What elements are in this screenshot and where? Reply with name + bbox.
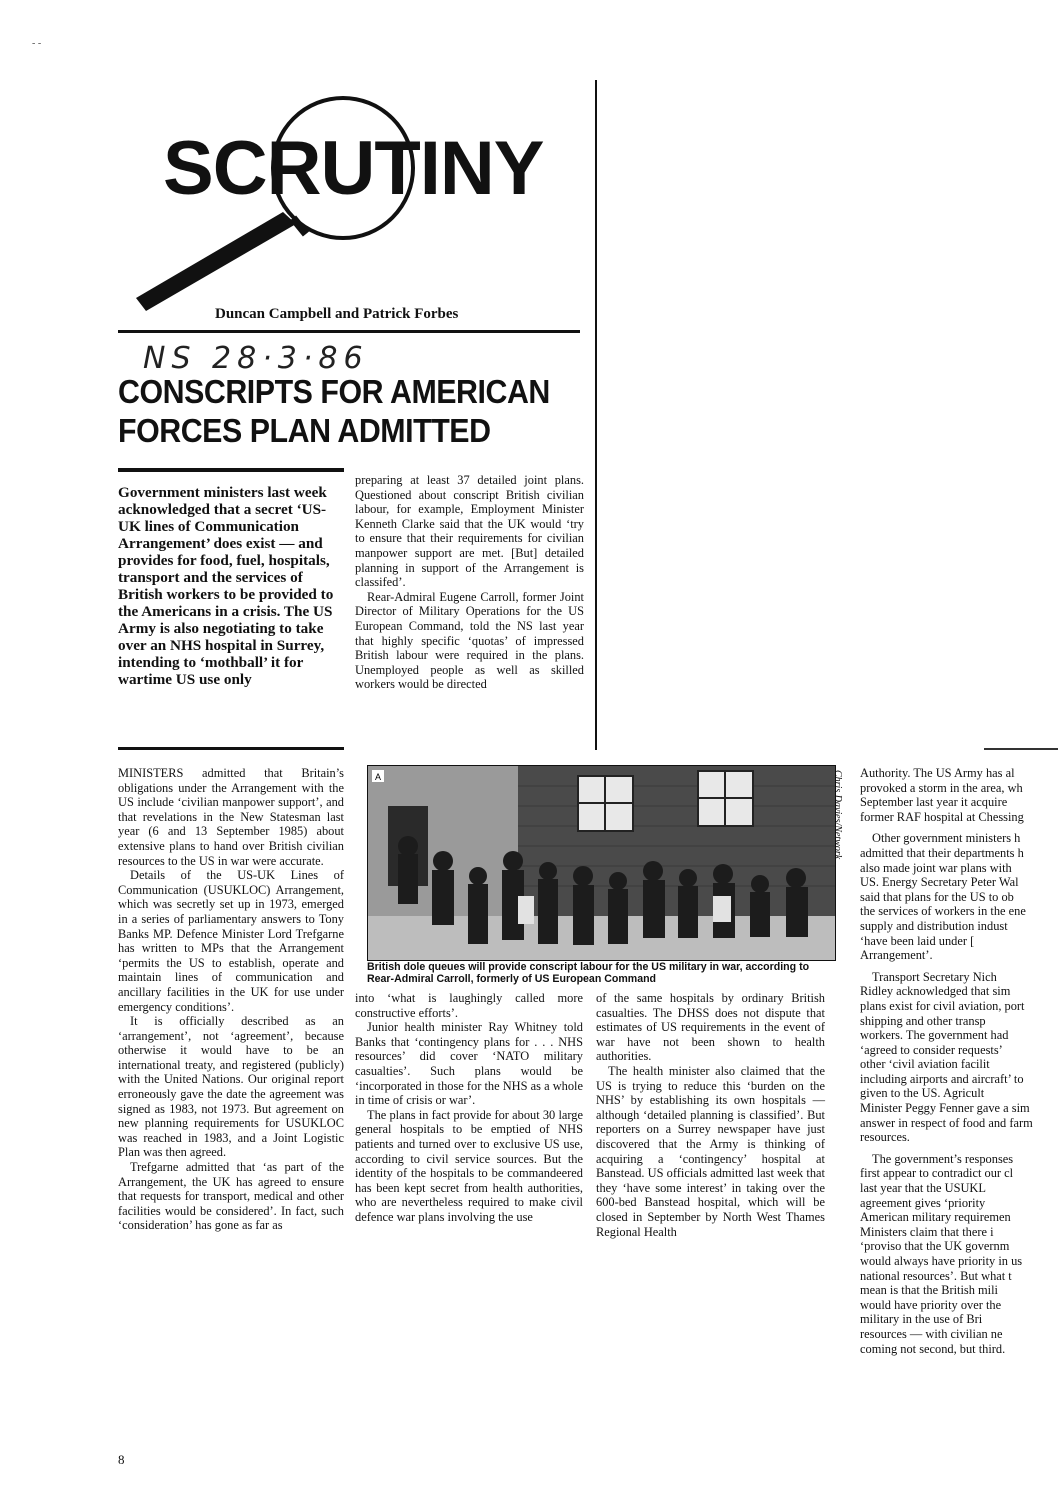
paragraph: Rear-Admiral Eugene Carroll, former Joint Director of Military Operations for the US European Command, told the NS last year that highly specific ‘quotas’ of impressed British labour were required in the plans. Unemployed people as well as skilled workers would be directed <box>355 589 584 692</box>
scrutiny-logo <box>118 106 544 326</box>
column-divider <box>595 80 597 750</box>
text-line: would have priority over the <box>860 1297 1002 1312</box>
text-line: Authority. The US Army has al <box>860 766 1015 780</box>
body-column-3 <box>596 991 825 1239</box>
body-column-1 <box>118 766 344 1233</box>
paragraph: Details of the US-UK Lines of Communication (USUKLOC) Arrangement, which was secretly set up in 1973, emerged in a series of parliamentary answers to Tony Banks MP. Defence Minister Lord Trefgarne has written to MPs that the Arrangement ‘permits the US to establish, operate and maintain lines of communication and ancillary facilities in the UK for use under emergency conditions’. <box>118 868 344 1014</box>
text-line: Arrangement’. <box>860 948 933 963</box>
text-line: Minister Peggy Fenner gave a sim <box>860 1101 1030 1116</box>
text-line: ‘agreed to consider requests’ <box>860 1042 1003 1057</box>
paragraph: The plans in fact provide for about 30 large general hospitals to be emptied of NHS patients and turned over to exclusive US use, according to civil service sources. But the identity of the hospitals to be commandeered has been kept secret from health authorities, who are nevertheless required to make civil defence war plans involving the use <box>355 1107 583 1224</box>
byline: Duncan Campbell and Patrick Forbes <box>215 306 459 322</box>
page-number: 8 <box>118 1452 125 1467</box>
logo-text: SCRUTINY <box>163 126 544 211</box>
text-line: agreement gives ‘priority <box>860 1195 986 1210</box>
text-line: plans exist for civil aviation, port <box>860 998 1025 1013</box>
paragraph: MINISTERS admitted that Britain’s obligations under the Arrangement with the US include ‘civilian manpower support’, and that revelations in the New Statesman last year (6 and 13 September 1985) about extensive plans to hand over British civilian resources to the US in war were accurate. <box>118 766 344 868</box>
scan-specks: - - <box>32 38 42 49</box>
text-line: Other government ministers h <box>872 831 1021 846</box>
photo-caption: British dole queues will provide conscript labour for the US military in war, according to Rear-Admiral Carroll, formerly of US European Command <box>367 961 810 985</box>
text-line: national resources’. But what t <box>860 1268 1012 1283</box>
column-4-rule <box>984 748 1058 750</box>
text-line: shipping and other transp <box>860 1013 986 1028</box>
text-line: American military requiremen <box>860 1210 1011 1225</box>
paragraph: The health minister also claimed that the US is trying to reduce this ‘burden on the NHS’ by establishing its own hospitals — although ‘detailed planning is classified’. But reporters on a Surrey newspaper have just discovered that the Army is thinking of acquiring a ‘contingency’ hospital at Banstead. US officials admitted last week that they ‘have some interest’ in taking over the 600-bed Banstead hospital, which will be closed in September by North West Thames Regional Health <box>596 1063 825 1239</box>
text-line: ‘have been laid under [ <box>860 933 975 948</box>
text-line: provoked a storm in the area, wh <box>860 780 1023 795</box>
text-line: given to the US. Agricult <box>860 1086 985 1101</box>
text-line: coming not second, but third. <box>860 1341 1006 1356</box>
handwritten-note: NS 28·3·86 <box>143 341 369 376</box>
text-line: the services of workers in the ene <box>860 904 1026 919</box>
text-line: including airports and aircraft’ to <box>860 1071 1024 1086</box>
text-line: admitted that their departments h <box>860 845 1024 860</box>
paragraph: Junior health minister Ray Whitney told Banks that ‘contingency plans for . . . NHS resources’ did cover ‘NATO military casualties’. Such plans would be ‘incorporated in those for the NHS as a whole in time of crisis or war’. <box>355 1020 583 1108</box>
body-column-right-top <box>355 473 584 692</box>
header-rule <box>118 330 580 333</box>
body-column-2 <box>355 991 583 1225</box>
headline <box>118 372 588 450</box>
text-line: answer in respect of food and farm <box>860 1115 1033 1130</box>
text-line: supply and distribution indust <box>860 918 1008 933</box>
text-line: said that plans for the US to ob <box>860 889 1014 904</box>
text-line: US. Energy Secretary Peter Wal <box>860 875 1019 890</box>
text-line: would always have priority in us <box>860 1254 1023 1268</box>
paragraph: into ‘what is laughingly called more constructive efforts’. <box>355 991 583 1020</box>
text-line: last year that the USUKL <box>860 1181 986 1196</box>
text-line: resources — with civilian ne <box>860 1326 1003 1341</box>
text-line: Transport Secretary Nich <box>872 969 997 984</box>
text-line: ‘proviso that the UK governm <box>860 1239 1010 1254</box>
text-line: Ministers claim that there i <box>860 1224 994 1239</box>
door-label: A <box>375 772 382 782</box>
text-line: mean is that the British mili <box>860 1283 999 1298</box>
text-line: resources. <box>860 1130 910 1145</box>
paragraph: preparing at least 37 detailed joint plans. Questioned about conscript British civilian labour, for example, Employment Minister Kenneth Clarke said that the UK would ‘try to ensure that their requirements for civilian manpower support are met. [But] detailed planning in support of the Arrangement is classifed’. <box>355 473 584 590</box>
standfirst-rule-bottom <box>118 747 344 750</box>
magnifying-glass-icon <box>118 106 544 326</box>
standfirst: Government ministers last week acknowledged that a secret ‘US-UK lines of Communication Arrangement’ does exist — and provides for food, fuel, hospitals, transport and the services of British workers to be provided to the Americans in a crisis. The US Army is also negotiating to take over an NHS hospital in Surrey, intending to ‘mothball’ it for wartime US use only <box>118 484 334 688</box>
paragraph: Trefgarne admitted that ‘as part of the Arrangement, the UK has agreed to ensure that requests for transport, medical and other facilities would be considered’. In fact, such ‘consideration’ has gone as far as <box>118 1160 344 1233</box>
text-line: workers. The government had <box>860 1028 1009 1043</box>
text-line: other ‘civil aviation facilit <box>860 1057 990 1072</box>
text-line: Ridley acknowledged that sim <box>860 984 1011 999</box>
paragraph: of the same hospitals by ordinary British casualties. The DHSS does not dispute that estimates of US requirements in the event of war have not been shown to health authorities. <box>596 991 825 1064</box>
headline-line-2: FORCES PLAN ADMITTED <box>118 412 491 449</box>
photo-dole-queue <box>367 765 836 961</box>
paragraph: It is officially described as an ‘arrangement’, not ‘agreement’, because otherwise it would have to be an international treaty, and registered (publicly) with the United Nations. Our original report erroneously gave the date the agreement was signed as 1983, not 1973. But agreement on new planning requirements for USUKLOC was reached in 1983, and a Joint Logistic Plan was then agreed. <box>118 1014 344 1160</box>
text-line: military in the use of Bri <box>860 1312 983 1327</box>
text-line: also made joint war plans with <box>860 860 1012 875</box>
text-line: former RAF hospital at Chessing <box>860 809 1024 824</box>
body-column-4-cropped <box>848 766 1058 1356</box>
standfirst-rule-top <box>118 468 344 472</box>
headline-line-1: CONSCRIPTS FOR AMERICAN <box>118 373 550 410</box>
text-line: The government’s responses <box>872 1151 1014 1166</box>
text-line: September last year it acquire <box>860 795 1008 810</box>
photo-credit: Chris Davies/Network <box>832 770 843 860</box>
text-line: first appear to contradict our cl <box>860 1166 1014 1181</box>
